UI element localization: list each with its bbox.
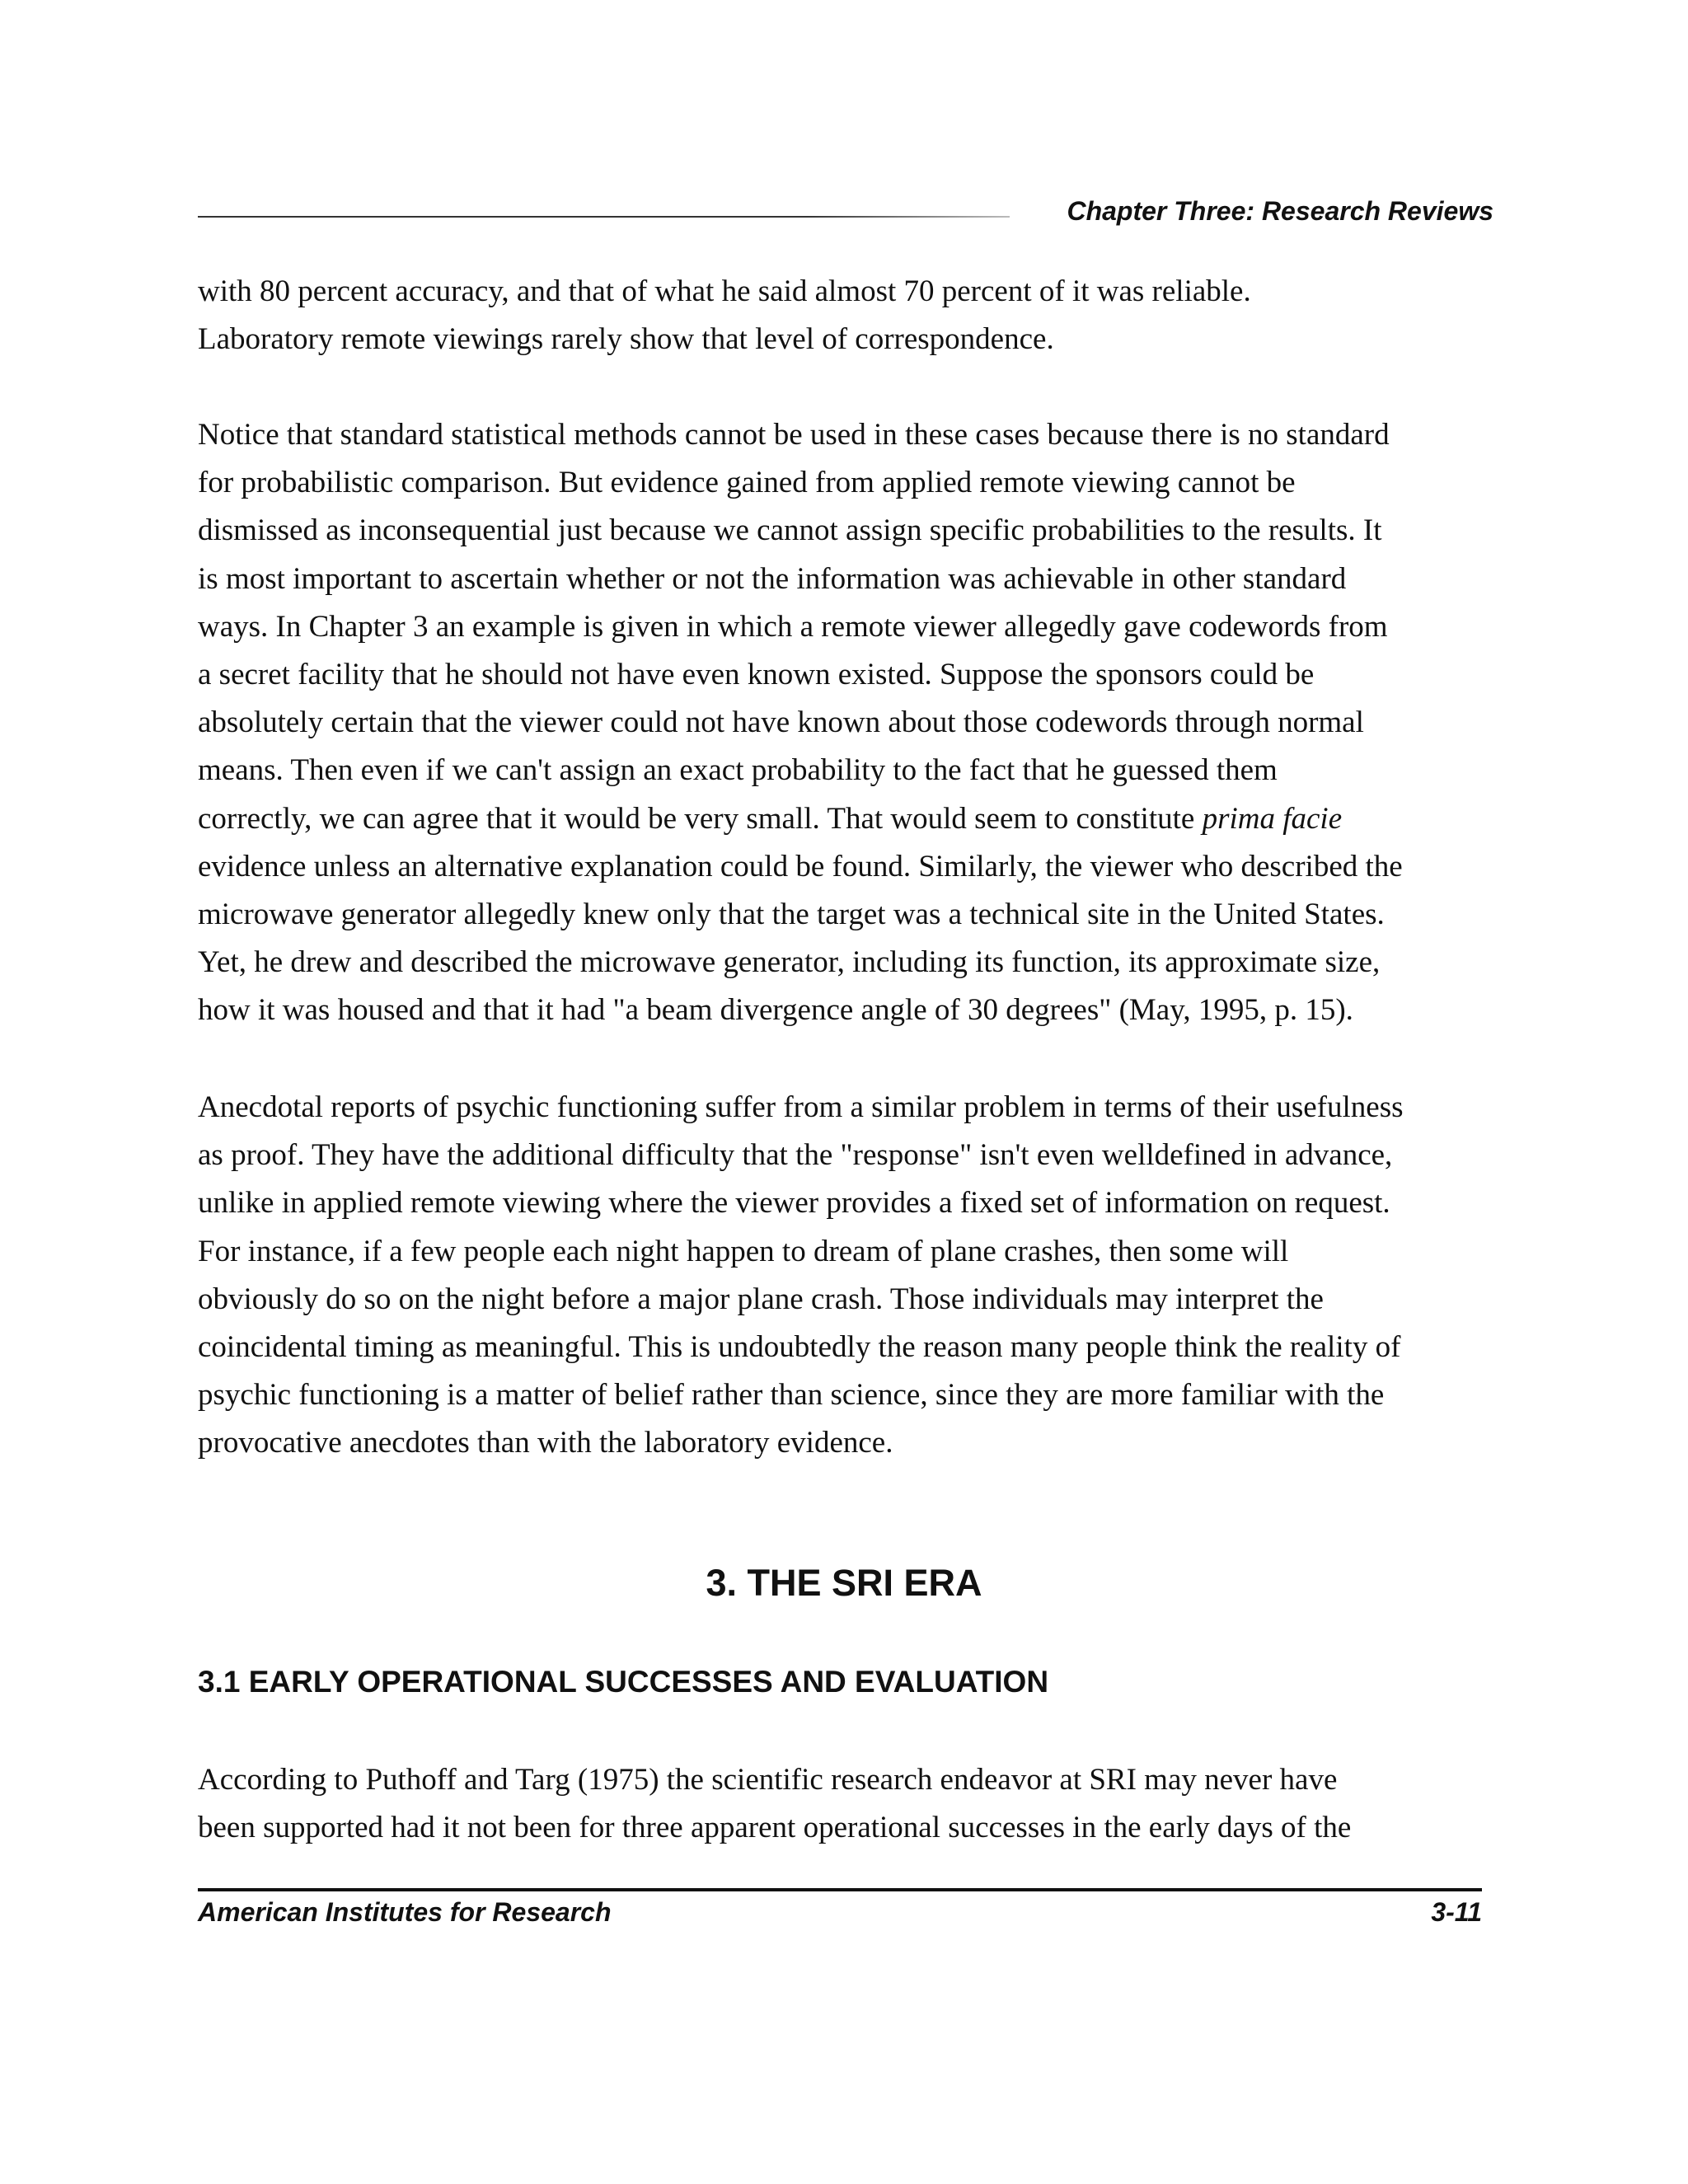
text-line: Laboratory remote viewings rarely show that level of correspondence. xyxy=(198,322,1054,357)
footer-rule xyxy=(198,1888,1482,1891)
text-line: for probabilistic comparison. But evidence gained from applied remote viewing cannot be xyxy=(198,466,1296,500)
text-line: absolutely certain that the viewer could not have known about those codewords through normal xyxy=(198,705,1364,740)
text-line: ways. In Chapter 3 an example is given in which a remote viewer allegedly gave codewords from xyxy=(198,609,1388,644)
paragraph-4 xyxy=(198,1756,1500,1852)
text-line: According to Puthoff and Targ (1975) the scientific research endeavor at SRI may never have xyxy=(198,1763,1338,1797)
text-line: unlike in applied remote viewing where the viewer provides a fixed set of information on request. xyxy=(198,1186,1390,1221)
text-line: is most important to ascertain whether or not the information was achievable in other standard xyxy=(198,561,1347,596)
section-heading: 3.1 EARLY OPERATIONAL SUCCESSES AND EVALUATION xyxy=(198,1665,1049,1699)
paragraph-1 xyxy=(198,268,1500,363)
text-line: Notice that standard statistical methods cannot be used in these cases because there is no standard xyxy=(198,418,1390,452)
text-line: For instance, if a few people each night happen to dream of plane crashes, then some will xyxy=(198,1234,1289,1268)
text-line: microwave generator allegedly knew only that the target was a technical site in the United States. xyxy=(198,898,1385,932)
paragraph-2 xyxy=(198,411,1500,1035)
text-line: means. Then even if we can't assign an exact probability to the fact that he guessed them xyxy=(198,753,1278,788)
text-line: obviously do so on the night before a major plane crash. Those individuals may interpret the xyxy=(198,1282,1324,1316)
text-line: a secret facility that he should not have even known existed. Suppose the sponsors could be xyxy=(198,658,1315,692)
chapter-heading: 3. THE SRI ERA xyxy=(706,1562,982,1604)
text-line: psychic functioning is a matter of belief rather than science, since they are more familiar with the xyxy=(198,1378,1385,1413)
text-line: provocative anecdotes than with the laboratory evidence. xyxy=(198,1426,893,1460)
footer-organization: American Institutes for Research xyxy=(198,1897,612,1927)
italic-term: prima facie xyxy=(1202,801,1343,836)
text-line: Anecdotal reports of psychic functioning suffer from a similar problem in terms of their usefulness xyxy=(198,1090,1404,1124)
text-line: dismissed as inconsequential just because we cannot assign specific probabilities to the results. It xyxy=(198,513,1382,548)
paragraph-3 xyxy=(198,1084,1500,1468)
text-line: Yet, he drew and described the microwave generator, including its function, its approximate size, xyxy=(198,945,1381,980)
header-rule xyxy=(198,216,1010,218)
text-line: evidence unless an alternative explanation could be found. Similarly, the viewer who described the xyxy=(198,849,1403,883)
text-line: coincidental timing as meaningful. This is undoubtedly the reason many people think the reality of xyxy=(198,1330,1401,1365)
text-line: how it was housed and that it had "a beam divergence angle of 30 degrees" (May, 1995, p. 15). xyxy=(198,993,1353,1028)
text-line: been supported had it not been for three apparent operational successes in the early days of the xyxy=(198,1811,1352,1845)
text-line xyxy=(198,795,1500,843)
text-line: as proof. They have the additional difficulty that the "response" isn't even welldefined in advance, xyxy=(198,1138,1393,1173)
page-number: 3-11 xyxy=(1431,1897,1482,1927)
running-header: Chapter Three: Research Reviews xyxy=(1067,196,1493,226)
text-run: correctly, we can agree that it would be very small. That would seem to constitute xyxy=(198,801,1203,836)
text-line: with 80 percent accuracy, and that of what he said almost 70 percent of it was reliable. xyxy=(198,274,1251,308)
